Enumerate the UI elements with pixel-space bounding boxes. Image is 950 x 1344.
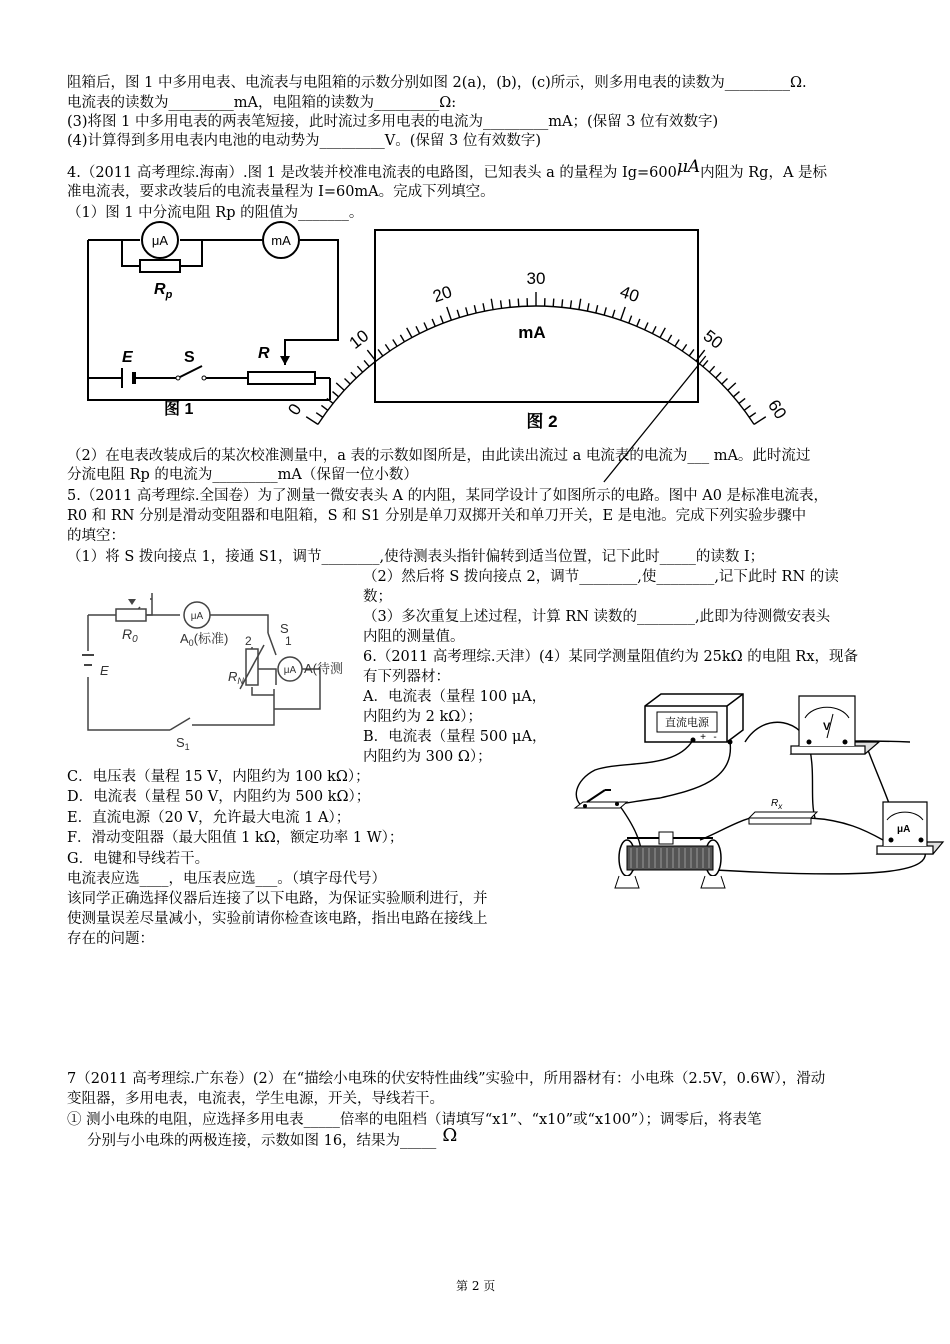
q6-option-e: E．直流电源（20 V，允许最大电流 1 A）； [67, 810, 351, 826]
dial-tick-label: 0 [284, 400, 306, 419]
q7-item-1a: ① 测小电珠的电阻，应选择多用电表_____倍率的电阻档（请填写“x1”、“x10”或“x100”）；调零后，将表笔 [67, 1112, 762, 1128]
q4-text-a: 4.（2011 高考理综.海南）.图 1 是改装并校准电流表的电路图，已知表头 a 的量程为 Ig=600 [67, 165, 677, 181]
microammeter [877, 802, 943, 854]
fig1-e-label: E [122, 349, 133, 366]
dial-tick [754, 417, 766, 425]
dial-tick [722, 378, 728, 384]
q6-option-c: C．电压表（量程 15 V，内阻约为 100 kΩ）； [67, 769, 370, 785]
line-2: 电流表的读数为_________mA，电阻箱的读数为_________Ω: [67, 95, 457, 111]
fig3-contact-1: 1 [285, 634, 292, 648]
fig3-ua-label-2: μA [283, 665, 297, 676]
q7-line-2: 变阻器，多用电表，电流表，学生电源，开关，导线若干。 [67, 1091, 444, 1107]
q6-option-b2: 内阻约为 300 Ω）； [363, 749, 492, 765]
fig1-ma-label: mA [271, 233, 291, 248]
dial-tick [716, 372, 722, 378]
q4-sub-1: （1）图 1 中分流电阻 Rp 的阻值为_______。 [67, 205, 364, 221]
dial-tick [562, 299, 563, 307]
q6-para-1: 该同学正确选择仪器后连接了以下电路，为保证实验顺利进行，并 [67, 891, 488, 907]
line-3: (3)将图 1 中多用电表的两表笔短接，此时流过多用电表的电流为_________mA；(保留 3 位有效数字) [67, 114, 719, 130]
q5-line-3: 的填空： [67, 528, 125, 544]
line-1: 阻箱后，图 1 中多用电表、电流表与电阻箱的示数分别如图 2(a)，(b)，(c)所示，则多用电表的读数为_________Ω. [67, 75, 807, 91]
q6-selection: 电流表应选____，电压表应选___。（填字母代号） [67, 871, 386, 887]
figure-4-apparatus [565, 690, 945, 900]
q7-item-1b-text: 分别与小电珠的两极连接，示数如图 16，结果为_____ [87, 1133, 437, 1149]
dial-tick [351, 372, 357, 378]
q7-line-1: 7（2011 高考理综.广东卷）(2）在“描绘小电珠的伏安特性曲线”实验中，所用器材有：小电珠（2.5V，0.6W），滑动 [67, 1071, 826, 1087]
fig3-r0-label: $R_0$ [122, 626, 138, 645]
fig1-rp-label: $R_p$ [154, 281, 173, 301]
dial-tick-label: 60 [763, 396, 791, 423]
figure-2-dial [284, 226, 791, 432]
dial-tick [749, 413, 756, 418]
q6-option-a2: 内阻约为 2 kΩ）； [363, 709, 483, 725]
dial-tick-label: 50 [699, 326, 727, 353]
fig1-s-label: S [184, 349, 195, 366]
figure-1-circuit [80, 222, 350, 418]
q6-option-g: G．电键和导线若干。 [67, 851, 210, 867]
line-4: (4)计算得到多用电表内电池的电动势为_________V。(保留 3 位有效数字) [67, 133, 542, 149]
q6-option-d: D．电流表（量程 50 V，内阻约为 500 kΩ）； [67, 789, 371, 805]
micro-amp-unit: μA [676, 157, 701, 177]
dial-tick [703, 360, 708, 366]
dial-tick-label: 30 [526, 269, 546, 288]
q6-para-3: 存在的问题： [67, 931, 154, 947]
dial-tick [728, 383, 736, 390]
fig2-caption: 图 2 [526, 412, 558, 431]
dial-tick-label: 40 [617, 282, 642, 307]
dial-tick [744, 405, 750, 410]
fig3-contact-2: 2 [245, 634, 252, 648]
q5-step-1: （1）将 S 拨向接点 1，接通 S1，调节________,使待测表头指针偏转到适当位置，记下此时_____的读数 I； [67, 549, 765, 565]
q5-line-1: 5.（2011 高考理综.全国卷）为了测量一微安表头 A 的内阻，某同学设计了如图所示的电路。图中 A0 是标准电流表， [67, 488, 829, 504]
dial-tick [357, 366, 362, 372]
dial-tick [518, 299, 519, 307]
q6-para-2: 使测量误差尽量减小，实验前请你检查该电路，指出电路在接线上 [67, 911, 488, 927]
resistor-rx [749, 798, 817, 824]
voltmeter [791, 696, 879, 754]
knife-switch [575, 790, 627, 808]
q6-option-f: F．滑动变阻器（最大阻值 1 kΩ，额定功率 1 W）； [67, 830, 404, 846]
q6-line-1: 6.（2011 高考理综.天津）(4）某同学测量阻值约为 25kΩ 的电阻 Rx，现备 [363, 649, 859, 665]
q6-option-a1: A．电流表（量程 100 μA， [363, 689, 547, 705]
q4-text-b: 内阻为 Rg，A 是标 [700, 165, 828, 181]
dc-power-supply [645, 694, 743, 745]
fig3-a0-label: $A_0$(标准) [180, 631, 229, 648]
psu-plus: + [700, 732, 706, 743]
page-number: 第 2 页 [456, 1279, 496, 1293]
q5-step-3a: （3）多次重复上述过程，计算 RN 读数的________,此即为待测微安表头 [363, 609, 831, 625]
psu-minus: - [713, 732, 717, 743]
fig1-caption: 图 1 [164, 401, 194, 418]
microammeter-label: μA [897, 824, 911, 835]
dial-tick [509, 299, 510, 307]
q5-line-2: R0 和 RN 分别是滑动变阻器和电阻箱，S 和 S1 分别是单刀双掷开关和单刀开关，E 是电池。完成下列实验步骤中 [67, 508, 807, 524]
dial-tick [709, 366, 714, 372]
rx-label: $R_x$ [771, 798, 783, 811]
q5-step-3b: 内阻的测量值。 [363, 629, 465, 645]
dial-tick-label: 20 [430, 282, 455, 307]
fig3-s1-label: $S_1$ [176, 735, 190, 752]
dial-unit-label: mA [518, 323, 546, 342]
rheostat [615, 832, 725, 888]
q6-option-b1: B．电流表（量程 500 μA， [363, 729, 547, 745]
ohm-symbol: Ω [442, 1125, 458, 1146]
psu-label: 直流电源 [665, 717, 709, 729]
dial-tick [364, 360, 369, 366]
dial-tick [553, 299, 554, 307]
fig1-ua-label: μA [151, 233, 169, 248]
q4-sub-2a: （2）在电表改装成后的某次校准测量中，a 表的示数如图所是，由此读出流过 a 电流表的电流为___ mA。此时流过 [67, 448, 811, 464]
fig3-e-label: E [100, 663, 109, 678]
q5-step-2b: 数； [363, 589, 392, 605]
fig3-a-test-label: A(待测 [304, 661, 344, 676]
voltmeter-label: V [823, 721, 831, 733]
dial-tick [733, 392, 739, 397]
fig1-r-label: R [258, 345, 270, 362]
dial-tick [739, 398, 745, 403]
dial-tick-label: 10 [345, 326, 373, 353]
q4-line-1 [67, 157, 828, 183]
fig3-ua-label-1: μA [190, 611, 204, 622]
q4-sub-2b: 分流电阻 Rp 的电流为_________mA（保留一位小数） [67, 467, 418, 483]
q7-item-1b [87, 1125, 458, 1151]
figure-3-circuit [80, 585, 360, 755]
fig3-s-label: S [280, 621, 289, 636]
fig3-rn-label: $R_N$ [228, 669, 244, 686]
q4-line-2: 准电流表，要求改装后的电流表量程为 I=60mA。完成下列填空。 [67, 184, 495, 200]
q6-line-2: 有下列器材： [363, 669, 450, 685]
q5-step-2a: （2）然后将 S 拨向接点 2，调节________,使________,记下此时 RN 的读 [363, 569, 839, 585]
